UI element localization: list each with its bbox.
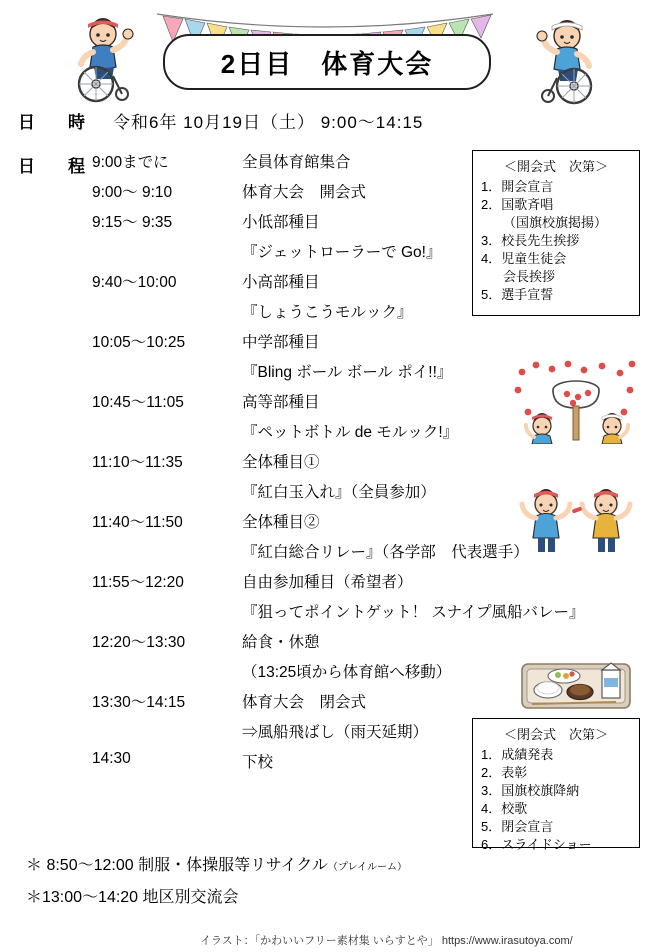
schedule-row-event: （13:25頃から体育館へ移動） — [242, 664, 452, 681]
schedule-row-event: 『狙ってポイントゲット！ スナイプ風船バレー』 — [242, 604, 585, 621]
title-banner — [155, 6, 495, 98]
balloon-game-icon — [512, 360, 640, 444]
datetime-value: 令和6年 10月19日（土） 9:00〜14:15 — [113, 113, 424, 132]
schedule-row-event: 体育大会 開会式 — [242, 184, 367, 201]
schedule-label: 日 程 — [18, 157, 93, 176]
school-lunch-tray-icon — [512, 640, 640, 716]
closing-ceremony-item: 6．スライドショー — [481, 836, 592, 852]
schedule-row-event: 『紅白総合リレー』（各学部 代表選手） — [242, 544, 529, 561]
footnote-main: ＊13:00〜14:20 地区別交流会 — [26, 889, 239, 906]
wheelchair-athlete-icon — [520, 12, 610, 107]
schedule-row-event: 『ペットボトル de モルック!』 — [242, 424, 459, 441]
opening-ceremony-box — [472, 150, 640, 316]
closing-ceremony-item: 3．国旗校旗降納 — [481, 782, 580, 798]
schedule-row-time: 11:10〜11:35 — [92, 454, 183, 471]
opening-ceremony-item: 4．児童生徒会 — [481, 250, 567, 266]
footnote-item — [26, 884, 626, 907]
footnote-item — [26, 852, 626, 875]
opening-ceremony-item: 2．国歌斉唱 — [481, 196, 554, 212]
schedule-row-time: 9:00までに — [92, 154, 169, 171]
schedule-row-event: 『しょうこうモルック』 — [242, 304, 413, 321]
closing-ceremony-item: 4．校歌 — [481, 800, 528, 816]
page-title — [163, 34, 491, 90]
opening-ceremony-item: 5．選手宣誓 — [481, 286, 554, 302]
schedule-row-event: 給食・休憩 — [242, 634, 320, 651]
illustration-credit: イラスト：「かわいいフリー素材集 いらすとや」 https://www.irasutoya.com/ — [200, 935, 573, 947]
datetime-row — [0, 106, 650, 136]
schedule-row-event: 体育大会 閉会式 — [242, 694, 367, 711]
schedule-row-time: 11:55〜12:20 — [92, 574, 184, 591]
opening-ceremony-subitem: 会長挨拶 — [503, 268, 556, 284]
schedule-row — [92, 330, 650, 360]
schedule-row-event: 全員体育館集合 — [242, 154, 351, 171]
footnote-small: （プレイルーム） — [327, 862, 407, 873]
closing-ceremony-item: 1．成績発表 — [481, 747, 554, 762]
schedule-row-event: 中学部種目 — [242, 334, 320, 351]
schedule-row-event: 全体種目① — [242, 454, 320, 471]
opening-ceremony-item: 3．校長先生挨拶 — [481, 232, 580, 248]
footnote-main: ＊ 8:50〜12:00 制服・体操服等リサイクル — [26, 857, 328, 874]
opening-ceremony-item: 1．開会宣言 — [481, 179, 554, 194]
schedule-row-event: 『Bling ボール ボール ポイ!!』 — [242, 364, 453, 381]
schedule-row-time: 10:45〜11:05 — [92, 394, 184, 411]
schedule-row-event: ⇒風船飛ばし（雨天延期） — [242, 724, 429, 741]
schedule-row — [92, 450, 650, 480]
schedule-row-event: 自由参加種目（希望者） — [242, 574, 413, 591]
schedule-row-event: 小低部種目 — [242, 214, 320, 231]
opening-ceremony-subitem: （国旗校旗掲揚） — [503, 214, 608, 230]
schedule-row-time: 14:30 — [92, 750, 131, 767]
schedule-row-time: 10:05〜10:25 — [92, 334, 186, 351]
schedule-row-time: 13:30〜14:15 — [92, 694, 186, 711]
footnotes — [26, 852, 626, 916]
schedule-row-time: 12:20〜13:30 — [92, 634, 186, 651]
schedule-row-event: 全体種目② — [242, 514, 320, 531]
cheering-kids-icon — [512, 480, 640, 554]
schedule-row — [92, 570, 650, 600]
datetime-label: 日 時 — [18, 113, 93, 132]
schedule-row-time: 11:40〜11:50 — [92, 514, 183, 531]
page-title-text: 2日目 体育大会 — [220, 48, 434, 79]
schedule-row-event: 『紅白玉入れ』（全員参加） — [242, 484, 436, 501]
opening-ceremony-title: ＜開会式 次第＞ — [503, 159, 608, 174]
schedule-row-time: 9:00〜 9:10 — [92, 184, 173, 201]
schedule-row-event: 『ジェットローラーで Go!』 — [242, 244, 442, 261]
schedule-row — [92, 600, 650, 630]
schedule-row-event: 小高部種目 — [242, 274, 320, 291]
wheelchair-athlete-icon — [60, 10, 150, 105]
schedule-row-time: 9:15〜 9:35 — [92, 214, 173, 231]
closing-ceremony-item: 5．閉会宣言 — [481, 818, 554, 834]
page-header — [0, 0, 650, 104]
closing-ceremony-item: 2．表彰 — [481, 764, 528, 780]
closing-ceremony-title: ＜閉会式 次第＞ — [503, 727, 608, 742]
schedule-row-event: 下校 — [242, 754, 274, 771]
closing-ceremony-box — [472, 718, 640, 852]
schedule-row-time: 9:40〜10:00 — [92, 274, 177, 291]
schedule-row-event: 高等部種目 — [242, 394, 320, 411]
